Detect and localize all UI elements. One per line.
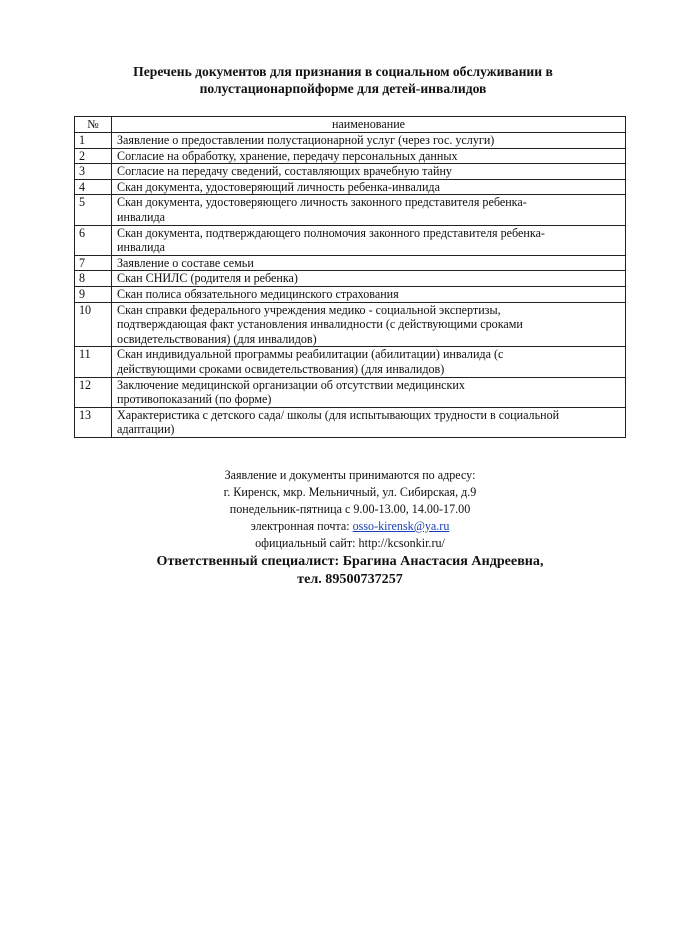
document-name-line: Заявление о предоставлении полустационарной услуг (через гос. услуги) <box>117 133 495 147</box>
row-number: 8 <box>75 271 112 287</box>
document-name <box>112 255 626 271</box>
phone-number: тел. 89500737257 <box>297 571 403 587</box>
table-row <box>75 347 626 377</box>
row-number: 5 <box>75 195 112 225</box>
document-name <box>112 164 626 180</box>
row-number: 13 <box>75 407 112 437</box>
document-name-line: Скан документа, удостоверяющий личность ребенка-инвалида <box>117 179 440 194</box>
table-row <box>75 271 626 287</box>
table-row <box>75 302 626 347</box>
table-row <box>75 133 626 149</box>
email-label: электронная почта: <box>250 519 353 533</box>
document-name-line: Согласие на обработку, хранение, передачу персональных данных <box>117 148 458 163</box>
row-number: 11 <box>75 347 112 377</box>
table-row <box>75 195 626 225</box>
column-header-number: № <box>75 117 112 133</box>
table-row <box>75 179 626 195</box>
working-hours: понедельник-пятница с 9.00-13.00, 14.00-17.00 <box>229 502 471 516</box>
table-row <box>75 164 626 180</box>
table-row <box>75 225 626 255</box>
table-row <box>75 255 626 271</box>
document-name-line: Скан СНИЛС (родителя и ребенка) <box>117 271 298 286</box>
document-name-line: Скан справки федерального учреждения медико - социальной экспертизы, <box>117 302 501 317</box>
row-number: 6 <box>75 225 112 255</box>
email-line <box>74 518 626 535</box>
row-number: 12 <box>75 377 112 407</box>
document-name-line: освидетельствования) (для инвалидов) <box>117 331 317 346</box>
document-name <box>112 179 626 195</box>
document-name-line: подтверждающая факт установления инвалидности (с действующими сроками <box>117 317 523 332</box>
document-name <box>112 286 626 302</box>
contact-info <box>74 467 626 588</box>
submission-intro: Заявление и документы принимаются по адресу: <box>224 468 476 482</box>
document-name <box>112 195 626 225</box>
document-name-line: адаптации) <box>117 422 175 437</box>
row-number: 1 <box>75 133 112 149</box>
table-row <box>75 286 626 302</box>
document-name <box>112 133 626 149</box>
row-number: 2 <box>75 148 112 164</box>
document-name-line: Скан документа, удостоверяющего личность законного представителя ребенка- <box>117 195 527 210</box>
document-name <box>112 148 626 164</box>
document-name <box>112 347 626 377</box>
document-name <box>112 302 626 347</box>
title-line-1: Перечень документов для признания в социальном обслуживании в <box>133 64 553 79</box>
row-number: 3 <box>75 164 112 180</box>
document-name-line: Характеристика с детского сада/ школы (для испытывающих трудности в социальной <box>117 407 560 422</box>
document-name <box>112 271 626 287</box>
document-name-line: Скан индивидуальной программы реабилитации (абилитации) инвалида (с <box>117 347 504 362</box>
responsible-specialist: Ответственный специалист: Брагина Анастасия Андреевна, <box>156 553 544 569</box>
column-header-name: наименование <box>112 117 626 133</box>
document-name-line: Заключение медицинской организации об отсутствии медицинских <box>117 377 465 392</box>
document-name-line: Согласие на передачу сведений, составляющих врачебную тайну <box>117 164 452 179</box>
table-row <box>75 407 626 437</box>
document-name-line: противопоказаний (по форме) <box>117 392 272 407</box>
document-name-line: инвалида <box>117 240 165 255</box>
document-name <box>112 407 626 437</box>
documents-table <box>74 116 626 438</box>
row-number: 4 <box>75 179 112 195</box>
table-row <box>75 377 626 407</box>
address: г. Киренск, мкр. Мельничный, ул. Сибирская, д.9 <box>223 485 477 499</box>
document-name-line: Заявление о составе семьи <box>117 255 254 270</box>
table-row <box>75 148 626 164</box>
document-name-line: Скан документа, подтверждающего полномочия законного представителя ребенка- <box>117 225 545 240</box>
documents-table-body <box>75 133 626 438</box>
row-number: 9 <box>75 286 112 302</box>
email-link[interactable]: osso-kirensk@ya.ru <box>352 519 450 533</box>
document-name <box>112 377 626 407</box>
title-line-2: полустационарпойформе для детей-инвалидов <box>199 80 487 96</box>
document-title <box>60 64 626 97</box>
table-header-row <box>75 117 626 133</box>
website: официальный сайт: http://kcsonkir.ru/ <box>255 536 445 550</box>
document-name-line: действующими сроками освидетельствования) (для инвалидов) <box>117 361 445 376</box>
document-name <box>112 225 626 255</box>
document-name-line: инвалида <box>117 209 165 224</box>
row-number: 10 <box>75 302 112 347</box>
document-name-line: Скан полиса обязательного медицинского страхования <box>117 286 399 301</box>
row-number: 7 <box>75 255 112 271</box>
